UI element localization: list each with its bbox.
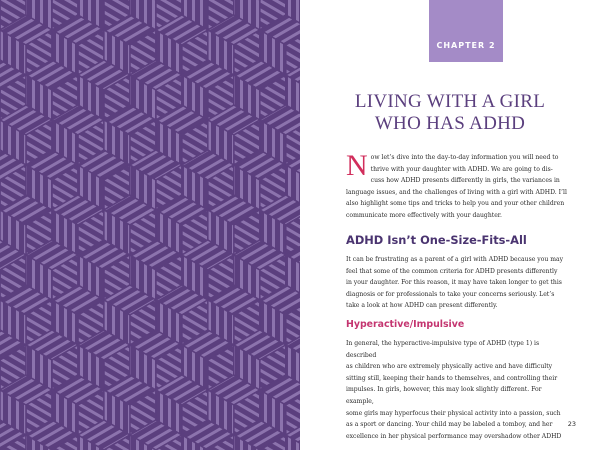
chapter-tab [429, 0, 503, 62]
subsection-line: some girls may hyperfocus their physical activity into a passion, such [346, 409, 561, 417]
intro-line: also highlight some tips and tricks to help you and your other children [346, 200, 565, 208]
chapter-title-line-1: LIVING WITH A GIRL [354, 91, 546, 112]
dropcap: N [346, 149, 368, 182]
page-number: 23 [567, 420, 576, 428]
subsection-line: In general, the hyperactive-impulsive type of ADHD (type 1) is described [346, 340, 540, 359]
intro-line: communicate more effectively with your daughter. [346, 211, 502, 219]
subsection-line: as a sport or dancing. Your child may be labeled a tomboy, and her [346, 421, 553, 429]
subsection-line: as children who are extremely physically active and have difficulty [346, 363, 553, 371]
intro-paragraph [346, 149, 568, 222]
section-line: feel that some of the common criteria for ADHD presents differently [346, 267, 558, 275]
intro-line: ow let’s dive into the day-to-day information you will need to [370, 154, 559, 161]
chapter-title [300, 91, 600, 135]
intro-line: language issues, and the challenges of living with a girl with ADHD. I’ll [346, 188, 567, 196]
section-line: It can be frustrating as a parent of a girl with ADHD because you may [346, 256, 564, 263]
subsection-line: sitting still, keeping their hands to themselves, and controlling their [346, 374, 558, 382]
subsection-line: impulses. In girls, however, this may look slightly different. For example, [346, 386, 542, 405]
subsection-line: excellence in her physical performance may overshadow other ADHD [346, 432, 562, 440]
section-paragraph [346, 254, 568, 312]
section-line: take a look at how ADHD can present differently. [346, 302, 498, 310]
intro-line: cuss how ADHD presents differently in girls, the variances in [370, 177, 560, 185]
subsection-paragraph [346, 338, 568, 442]
text-page [300, 0, 600, 450]
intro-line: thrive with your daughter with ADHD. We are going to dis- [370, 165, 553, 173]
chapter-label: CHAPTER 2 [436, 41, 496, 50]
subsection-heading: Hyperactive/Impulsive [346, 319, 465, 330]
section-line: diagnosis or for professionals to take your concerns seriously. Let’s [346, 290, 555, 298]
section-line: in your daughter. For this reason, it may have taken longer to get this [346, 279, 562, 287]
chapter-title-line-2: WHO HAS ADHD [374, 113, 526, 134]
section-heading: ADHD Isn’t One-Size-Fits-All [346, 233, 527, 247]
